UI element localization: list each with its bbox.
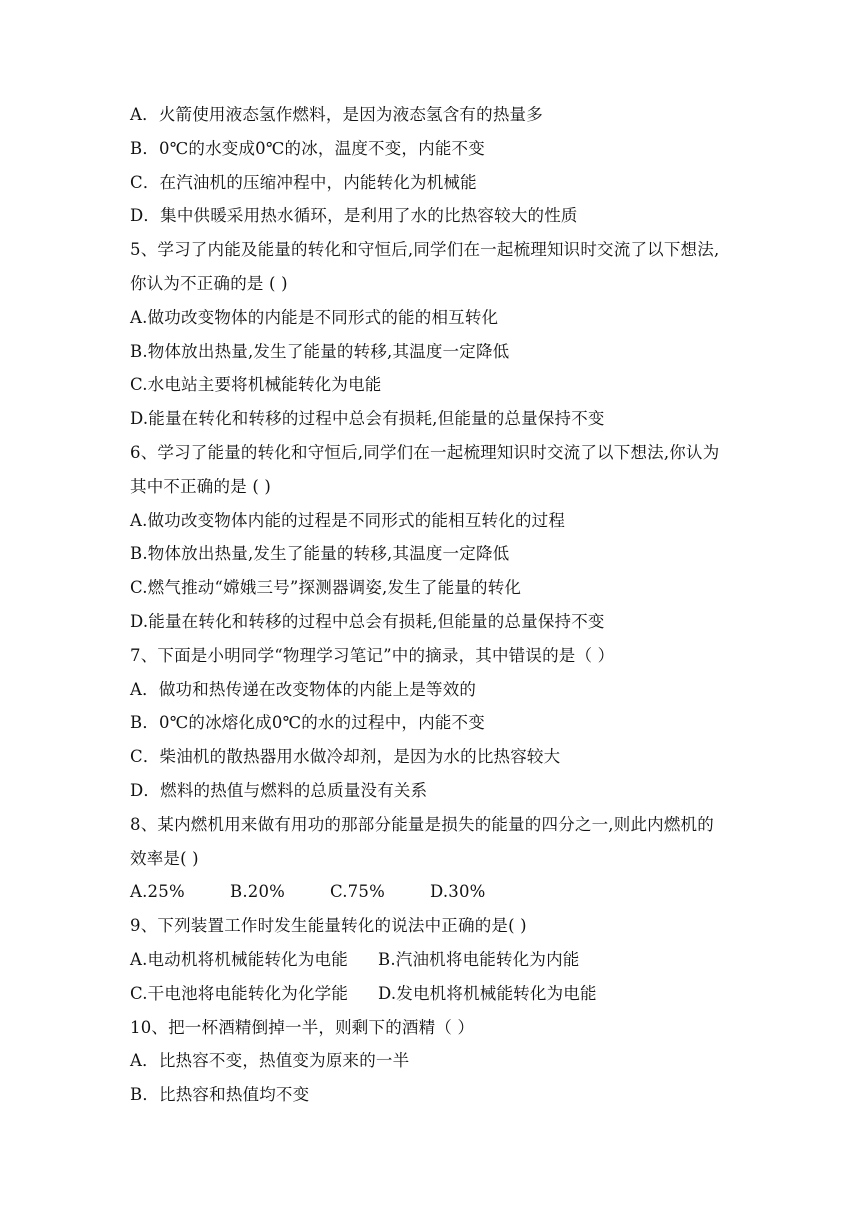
q5-option-d: D.能量在转化和转移的过程中总会有损耗,但能量的总量保持不变 — [130, 409, 605, 429]
q6-stem-line1: 6、学习了能量的转化和守恒后,同学们在一起梳理知识时交流了以下想法,你认为 — [130, 442, 720, 462]
q9-option-c: C.干电池将电能转化为化学能 — [130, 983, 349, 1003]
q6-option-d: D.能量在转化和转移的过程中总会有损耗,但能量的总量保持不变 — [130, 611, 605, 631]
q9-options-row1 — [130, 943, 740, 977]
q4-option-a: A．火箭使用液态氢作燃料，是因为液态氢含有的热量多 — [130, 105, 543, 124]
q9-option-b: B.汽油机将电能转化为内能 — [378, 949, 580, 969]
q9-option-d: D.发电机将机械能转化为电能 — [378, 983, 597, 1003]
q8-option-b: B.20% — [230, 882, 286, 902]
q6-option-a: A.做功改变物体内能的过程是不同形式的能相互转化的过程 — [130, 510, 566, 530]
q7-stem: 7、下面是小明同学“物理学习笔记”中的摘录，其中错误的是（ ） — [130, 645, 615, 665]
document-body — [130, 98, 740, 1112]
q10-option-b: B．比热容和热值均不变 — [130, 1085, 310, 1105]
q9-options-row2 — [130, 977, 740, 1011]
q5-option-b: B.物体放出热量,发生了能量的转移,其温度一定降低 — [130, 341, 510, 361]
q4-option-d: D．集中供暖采用热水循环，是利用了水的比热容较大的性质 — [130, 206, 578, 226]
q7-option-a: A．做功和热传递在改变物体的内能上是等效的 — [130, 679, 477, 699]
q5-option-a: A.做功改变物体的内能是不同形式的能的相互转化 — [130, 307, 499, 327]
q4-option-b: B．0℃的水变成0℃的冰，温度不变，内能不变 — [130, 138, 485, 158]
q9-stem: 9、下列装置工作时发生能量转化的说法中正确的是( ) — [130, 916, 527, 936]
q10-option-a: A．比热容不变，热值变为原来的一半 — [130, 1051, 410, 1071]
q9-option-a: A.电动机将机械能转化为电能 — [130, 949, 348, 969]
q6-option-b: B.物体放出热量,发生了能量的转移,其温度一定降低 — [130, 544, 510, 564]
q10-stem: 10、把一杯酒精倒掉一半，则剩下的酒精（ ） — [130, 1017, 475, 1037]
q8-option-c: C.75% — [330, 882, 385, 902]
q5-option-c: C.水电站主要将机械能转化为电能 — [130, 375, 382, 395]
q8-stem-line1: 8、某内燃机用来做有用功的那部分能量是损失的能量的四分之一,则此内燃机的 — [130, 814, 714, 834]
q6-option-c: C.燃气推动“嫦娥三号”探测器调姿,发生了能量的转化 — [130, 578, 522, 598]
q8-options-row — [130, 875, 740, 909]
q8-option-d: D.30% — [430, 882, 486, 902]
q7-option-d: D．燃料的热值与燃料的总质量没有关系 — [130, 780, 428, 800]
q5-stem-line2: 你认为不正确的是 ( ) — [130, 273, 288, 293]
q7-option-c: C．柴油机的散热器用水做冷却剂，是因为水的比热容较大 — [130, 747, 561, 767]
q5-stem-line1: 5、学习了内能及能量的转化和守恒后,同学们在一起梳理知识时交流了以下想法, — [130, 240, 720, 260]
q4-option-c: C．在汽油机的压缩冲程中，内能转化为机械能 — [130, 172, 477, 192]
q8-stem-line2: 效率是( ) — [130, 848, 199, 868]
q7-option-b: B．0℃的冰熔化成0℃的水的过程中，内能不变 — [130, 713, 485, 733]
q8-option-a: A.25% — [130, 882, 185, 902]
q6-stem-line2: 其中不正确的是 ( ) — [130, 476, 272, 496]
